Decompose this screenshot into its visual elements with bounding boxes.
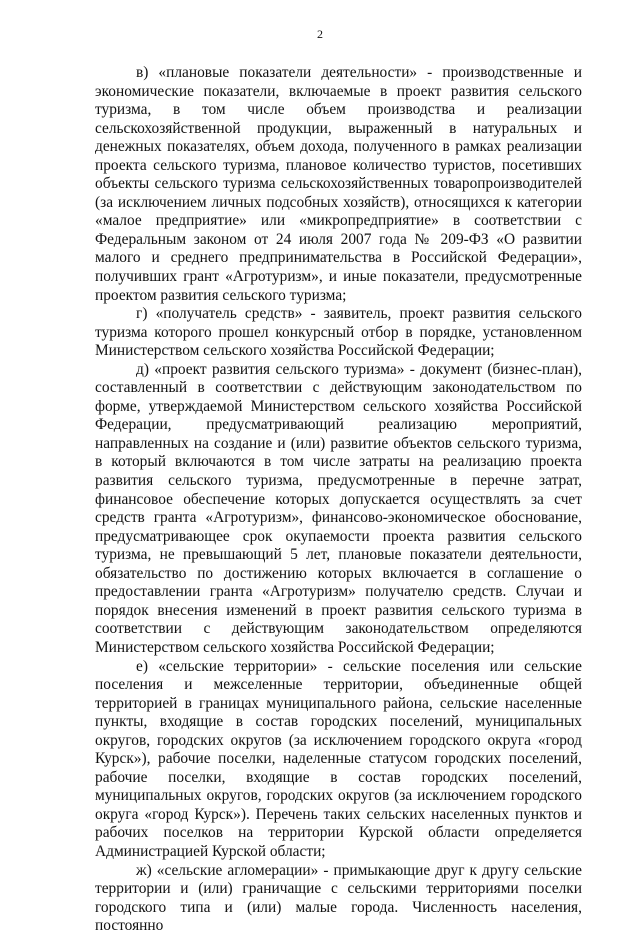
paragraph-g-funds-recipient: г) «получатель средств» - заявитель, проект развития сельского туризма которого прошел конкурсный отбор в порядке, установленном Министерством сельского хозяйства Российской Федерации; — [95, 305, 582, 360]
paragraph-e-rural-territories: е) «сельские территории» - сельские поселения или сельские поселения и межселенные территории, объединенные общей территорией в границах муниципального района, сельские населенные пункты, входящие в состав городских поселений, муниципальных округов, городских округов (за исключением городского округа «город Курск»), рабочие поселки, наделенные статусом городских поселений, рабочие поселки, входящие в состав городских поселений, муниципальных округов, городских округов (за исключением городского округа «город Курск»). Перечень таких сельских населенных пунктов и рабочих поселков на территории Курской области определяется Администрацией Курской области; — [95, 657, 582, 860]
paragraph-d-rural-tourism-project: д) «проект развития сельского туризма» - документ (бизнес-план), составленный в соответствии с действующим законодательством по форме, утверждаемой Министерством сельского хозяйства Российской Федерации, предусматривающий реализацию мероприятий, направленных на создание и (или) развитие объектов сельского туризма, в который включаются в том числе затраты на реализацию проекта развития сельского туризма, предусмотренные в перечне затрат, финансовое обеспечение которых допускается осуществлять за счет средств гранта «Агротуризм», финансово-экономическое обоснование, предусматривающее срок окупаемости проекта развития сельского туризма, не превышающий 5 лет, плановые показатели деятельности, обязательство по достижению которых включается в соглашение о предоставлении гранта «Агротуризм» получателю средств. Случаи и порядок внесения изменений в проект развития сельского туризма в соответствии с действующим законодательством определяются Министерством сельского хозяйства Российской Федерации; — [95, 360, 582, 656]
paragraph-zh-rural-agglomerations: ж) «сельские агломерации» - примыкающие друг к другу сельские территории и (или) граничащие с сельскими территориями поселки городского типа и (или) малые города. Численность населения, постоянно — [95, 861, 582, 935]
paragraph-v-planned-indicators: в) «плановые показатели деятельности» - производственные и экономические показатели, включаемые в проект развития сельского туризма, в том числе объем производства и реализации сельскохозяйственной продукции, выраженный в натуральных и денежных показателях, объем дохода, полученного в рамках реализации проекта сельского туризма, плановое количество туристов, посетивших объекты сельского туризма сельскохозяйственных товаропроизводителей (за исключением личных подсобных хозяйств), относящихся к категории «малое предприятие» или «микропредприятие» в соответствии с Федеральным законом от 24 июля 2007 года № 209-ФЗ «О развитии малого и среднего предпринимательства в Российской Федерации», получивших грант «Агротуризм», и иные показатели, предусмотренные проектом развития сельского туризма; — [95, 64, 582, 304]
document-body — [95, 64, 582, 936]
page-number: 2 — [317, 27, 323, 41]
